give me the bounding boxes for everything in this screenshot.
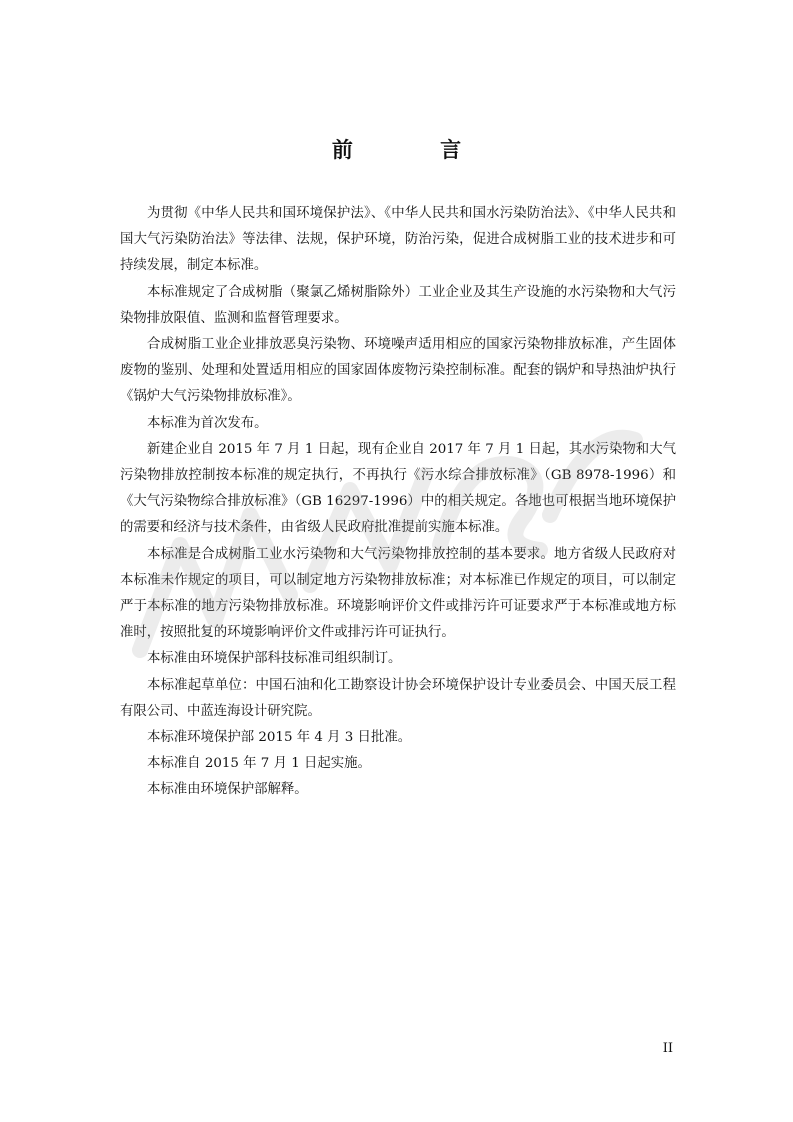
paragraph-implementation-date: 本标准自 2015 年 7 月 1 日起实施。 [147,756,371,772]
paragraph-effective-dates: 新建企业自 2015 年 7 月 1 日起，现有企业自 2017 年 7 月 1 日起，其水污染物和大气污染物排放控制按本标准的规定执行，不再执行《污水综合排放标准》（GB 8978-1996）和《大气污染物综合排放标准》（GB 16297-1996）中的相关规定。各地也可根据当地环境保护的需要和经济与技术条件，由省级人民政府批准提前实施本标准。 [120,441,676,536]
paragraph-organizer: 本标准由环境保护部科技标准司组织制订。 [147,651,402,667]
page-number: II [662,1041,673,1056]
paragraph-first-release: 本标准为首次发布。 [147,415,268,431]
paragraph-interpretation: 本标准由环境保护部解释。 [147,782,308,798]
paragraph-local-standards: 本标准是合成树脂工业水污染物和大气污染物排放控制的基本要求。地方省级人民政府对本标准未作规定的项目，可以制定地方污染物排放标准；对本标准已作规定的项目，可以制定严于本标准的地方污染物排放标准。环境影响评价文件或排污许可证要求严于本标准或地方标准时，按照批复的环境影响评价文件或排污许可证执行。 [120,546,676,641]
paragraph-purpose: 为贯彻《中华人民共和国环境保护法》、《中华人民共和国水污染防治法》、《中华人民共和国大气污染防治法》等法律、法规，保护环境，防治污染，促进合成树脂工业的技术进步和可持续发展，制定本标准。 [120,206,676,274]
paragraph-applicability: 合成树脂工业企业排放恶臭污染物、环境噪声适用相应的国家污染物排放标准，产生固体废物的鉴别、处理和处置适用相应的国家固体废物污染控制标准。配套的锅炉和导热油炉执行《锅炉大气污染物排放标准》。 [120,337,676,405]
paragraph-scope: 本标准规定了合成树脂（聚氯乙烯树脂除外）工业企业及其生产设施的水污染物和大气污染物排放限值、监测和监督管理要求。 [120,284,676,326]
paragraph-approval-date: 本标准环境保护部 2015 年 4 月 3 日批准。 [147,730,412,746]
body-text [120,201,676,804]
page-title: 前 言 [331,138,502,162]
paragraph-drafting-units: 本标准起草单位：中国石油和化工勘察设计协会环境保护设计专业委员会、中国天辰工程有限公司、中蓝连海设计研究院。 [120,677,676,719]
